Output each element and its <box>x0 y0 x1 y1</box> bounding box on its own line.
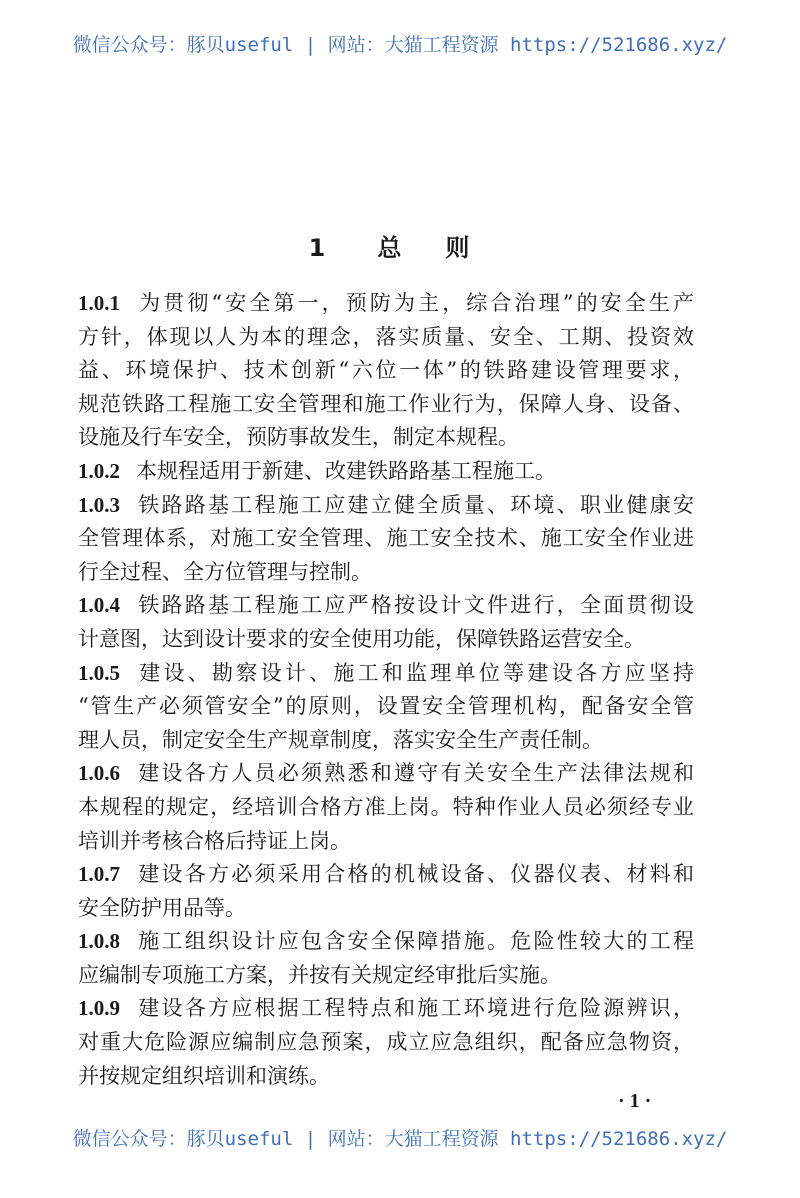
clause-text: 行全过程、全方位管理与控制。 <box>78 559 372 584</box>
clause-text: 设施及行车安全，预防事故发生，制定本规程。 <box>78 425 519 450</box>
clause-text: 本规程的规定，经培训合格方准上岗。特种作业人员必须经专业 <box>78 794 694 819</box>
text-line <box>78 1060 694 1094</box>
clause-text: 建设各方人员必须熟悉和遵守有关安全生产法律法规和 <box>136 761 694 786</box>
text-line <box>78 690 694 724</box>
clause <box>78 489 694 590</box>
clause <box>78 992 694 1093</box>
text-line <box>78 925 694 959</box>
text-line <box>78 757 694 791</box>
clause-text: 方针，体现以人为本的理念，落实质量、安全、工期、投资效 <box>78 324 694 349</box>
clause-text: 建设、勘察设计、施工和监理单位等建设各方应坚持 <box>136 660 694 685</box>
watermark-footer: 微信公众号：豚贝useful | 网站：大猫工程资源 https://521686.xyz/ <box>72 1128 728 1150</box>
clause-text: 建设各方应根据工程特点和施工环境进行危险源辨识， <box>136 996 694 1021</box>
clause-number: 1.0.9 <box>78 996 120 1021</box>
text-line <box>78 959 694 993</box>
chapter-title <box>0 228 800 263</box>
clause-number: 1.0.7 <box>78 862 120 887</box>
clause-number: 1.0.8 <box>78 929 120 954</box>
clause-text: 铁路路基工程施工应严格按设计文件进行，全面贯彻设 <box>136 593 694 618</box>
clause-text: 对重大危险源应编制应急预案，成立应急组织，配备应急物资， <box>78 1030 694 1055</box>
clause <box>78 925 694 992</box>
text-line <box>78 892 694 926</box>
watermark-header: 微信公众号：豚贝useful | 网站：大猫工程资源 https://521686.xyz/ <box>72 34 728 56</box>
clause-text: 施工组织设计应包含安全保障措施。危险性较大的工程 <box>136 929 694 954</box>
chapter-title-char: 则 <box>445 234 470 262</box>
clause-text: 并按规定组织培训和演练。 <box>78 1063 330 1088</box>
text-line <box>78 858 694 892</box>
clause-text: 安全防护用品等。 <box>78 895 246 920</box>
text-line <box>78 354 694 388</box>
document-body <box>78 287 694 1093</box>
text-line <box>78 421 694 455</box>
text-line <box>78 522 694 556</box>
text-line <box>78 455 694 489</box>
text-line <box>78 589 694 623</box>
clause-text: 全管理体系，对施工安全管理、施工安全技术、施工安全作业进 <box>78 526 694 551</box>
text-line <box>78 489 694 523</box>
clause <box>78 589 694 656</box>
text-line <box>78 321 694 355</box>
text-line <box>78 623 694 657</box>
clause-number: 1.0.3 <box>78 492 120 517</box>
clause-text: 规范铁路工程施工安全管理和施工作业行为，保障人身、设备、 <box>78 391 694 416</box>
clause-text: 培训并考核合格后持证上岗。 <box>78 828 351 853</box>
chapter-number: 1 <box>308 234 326 262</box>
clause-number: 1.0.6 <box>78 761 120 786</box>
clause <box>78 757 694 858</box>
text-line <box>78 556 694 590</box>
clause-text: 铁路路基工程施工应建立健全质量、环境、职业健康安 <box>136 492 694 517</box>
text-line <box>78 287 694 321</box>
clause-number: 1.0.2 <box>78 458 120 483</box>
text-line <box>78 724 694 758</box>
text-line <box>78 388 694 422</box>
clause-number: 1.0.4 <box>78 593 120 618</box>
chapter-title-char: 总 <box>377 234 402 262</box>
clause-text: 建设各方必须采用合格的机械设备、仪器仪表、材料和 <box>136 862 694 887</box>
clause-text: 应编制专项施工方案，并按有关规定经审批后实施。 <box>78 962 561 987</box>
page-number: · 1 · <box>618 1090 652 1112</box>
text-line <box>78 657 694 691</box>
clause-number: 1.0.1 <box>78 291 120 315</box>
clause-text: 益、环境保护、技术创新“六位一体”的铁路建设管理要求， <box>78 358 694 383</box>
clause <box>78 455 694 489</box>
clause-text: 为贯彻“安全第一，预防为主，综合治理”的安全生产 <box>136 291 694 315</box>
clause-text: 本规程适用于新建、改建铁路路基工程施工。 <box>136 458 556 483</box>
clause <box>78 858 694 925</box>
text-line <box>78 825 694 859</box>
clause-text: 计意图，达到设计要求的安全使用功能，保障铁路运营安全。 <box>78 626 645 651</box>
clause <box>78 287 694 455</box>
clause-text: “管生产必须管安全”的原则，设置安全管理机构，配备安全管 <box>78 694 694 719</box>
text-line <box>78 992 694 1026</box>
clause-text: 理人员，制定安全生产规章制度，落实安全生产责任制。 <box>78 727 603 752</box>
clause-number: 1.0.5 <box>78 660 120 685</box>
text-line <box>78 1026 694 1060</box>
text-line <box>78 791 694 825</box>
clause <box>78 657 694 758</box>
